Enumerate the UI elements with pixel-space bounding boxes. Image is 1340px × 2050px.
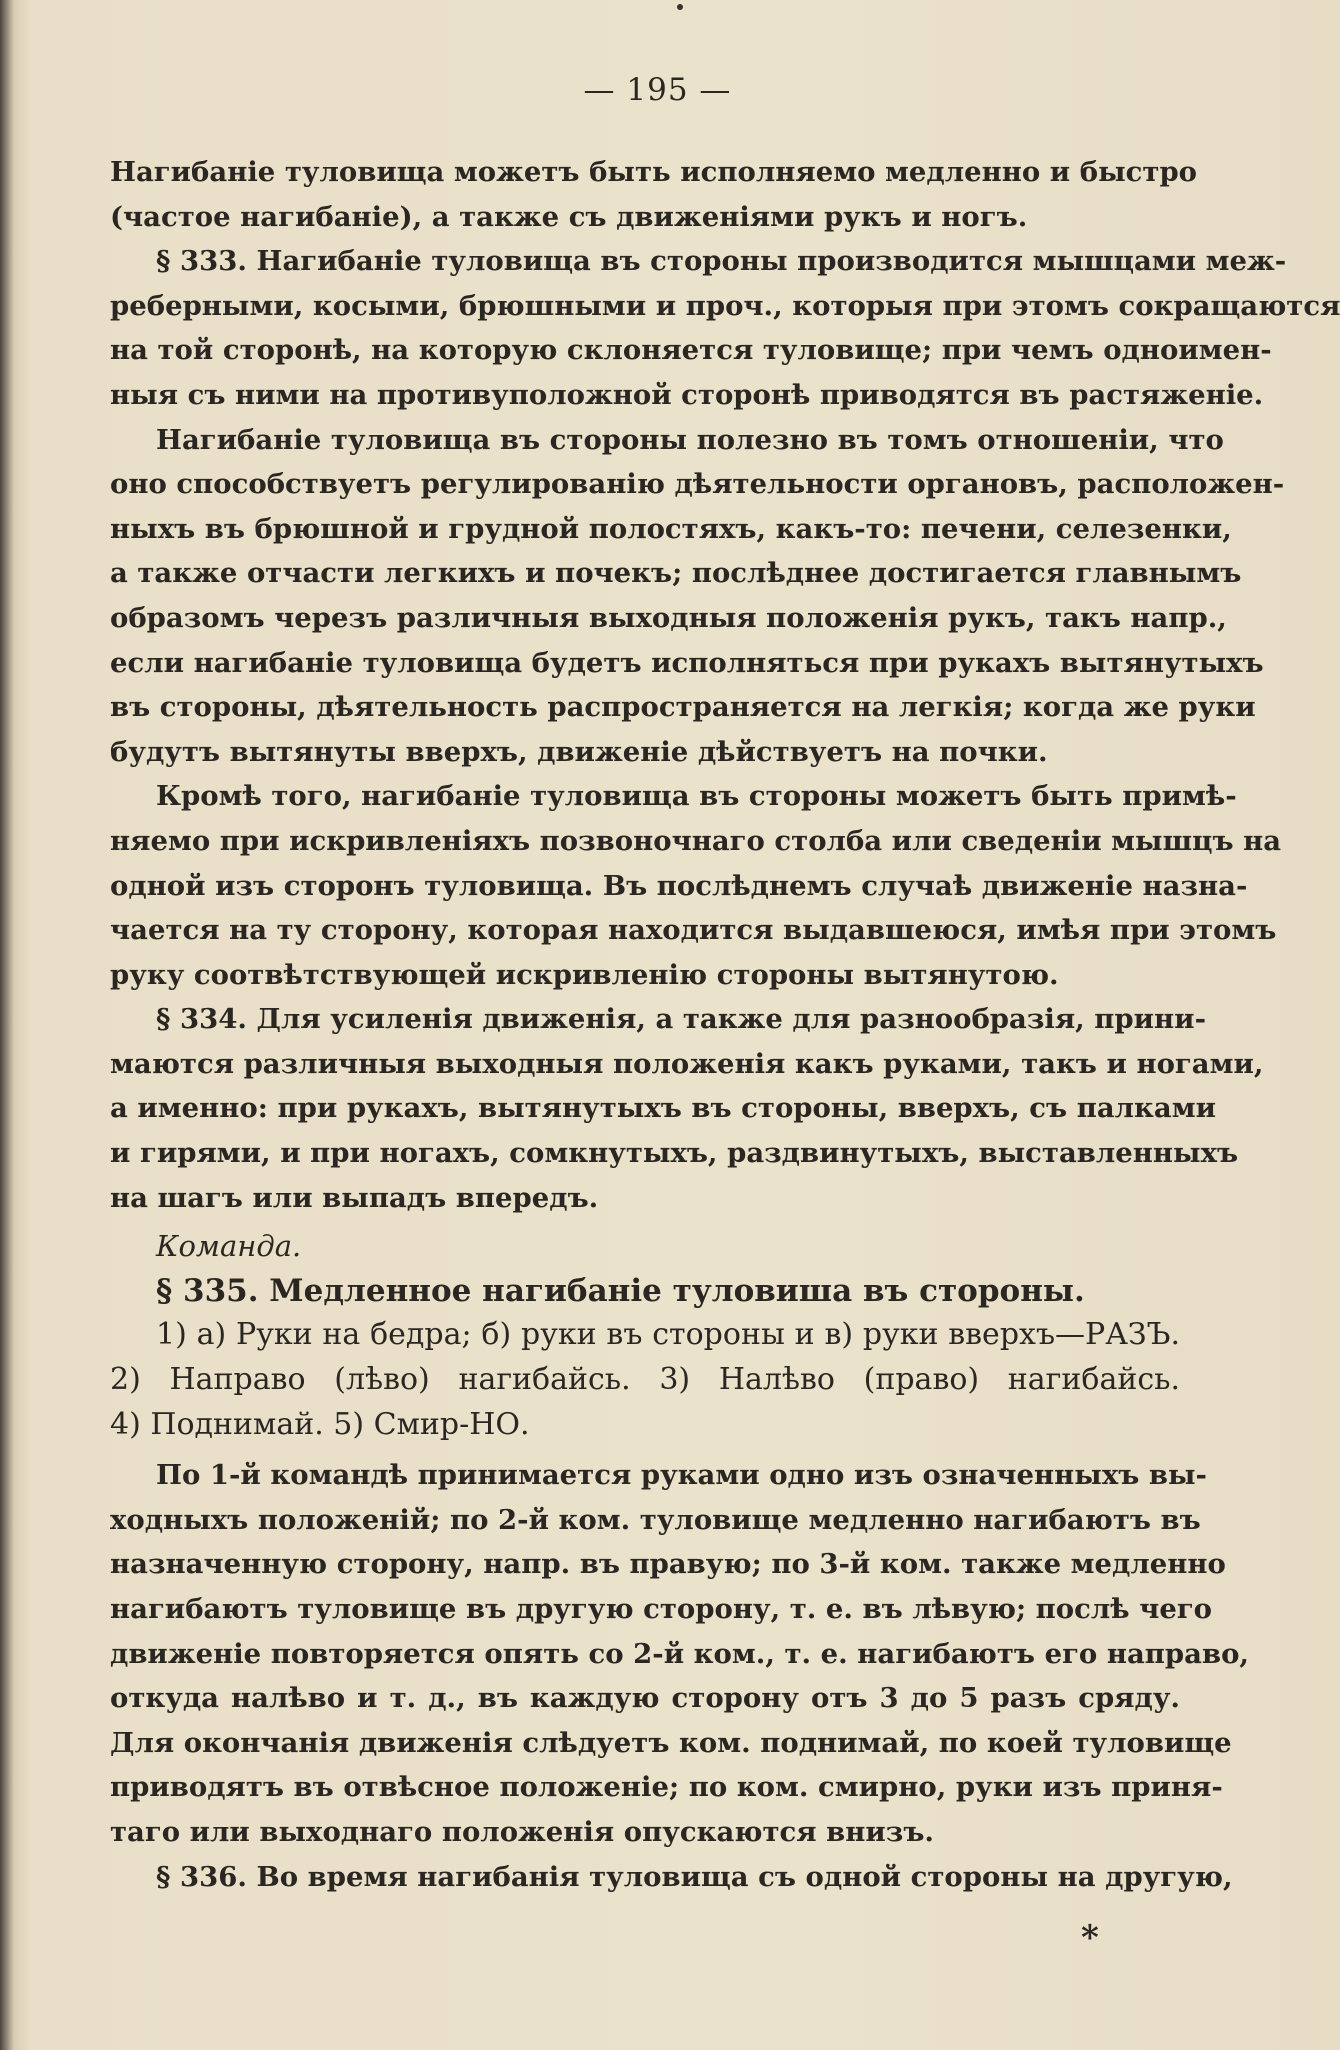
text-line: назначенную сторону, напр. въ правую; по 3-й ком. также медленно bbox=[110, 1548, 1226, 1581]
text-line: Нагибаніе туловища въ стороны полезно въ томъ отношеніи, что bbox=[156, 423, 1224, 456]
text-line: движеніе повторяется опять со 2-й ком., т. е. нагибаютъ его направо, bbox=[110, 1637, 1249, 1670]
page-number: — 195 — bbox=[583, 72, 732, 108]
section-title: § 335. Медленное нагибаніе туловиша въ стороны. bbox=[156, 1272, 1085, 1309]
text-line: чается на ту сторону, которая находится выдавшеюся, имѣя при этомъ bbox=[110, 914, 1277, 947]
text-line: если нагибаніе туловища будетъ исполняться при рукахъ вытянутыхъ bbox=[110, 646, 1264, 679]
text-line: на шагъ или выпадъ впередъ. bbox=[110, 1181, 599, 1214]
text-line: (частое нагибаніе), а также съ движеніями рукъ и ногъ. bbox=[110, 200, 1028, 233]
text-line: будутъ вытянуты вверхъ, движеніе дѣйствуетъ на почки. bbox=[110, 735, 1048, 768]
command-line-1: 1) а) Руки на бедра; б) руки въ стороны и в) руки вверхъ—РАЗЪ. bbox=[156, 1317, 1180, 1353]
text-line: приводятъ въ отвѣсное положеніе; по ком. смирно, руки изъ приня- bbox=[110, 1771, 1223, 1804]
paragraphs-block-1 bbox=[110, 150, 1340, 1220]
text-line: ныхъ въ брюшной и грудной полостяхъ, какъ-то: печени, селезенки, bbox=[110, 512, 1232, 545]
body-text bbox=[110, 150, 1340, 1899]
paragraphs-block-2 bbox=[110, 1453, 1249, 1899]
text-line: руку соотвѣтствующей искривленію стороны вытянутою. bbox=[110, 958, 1059, 991]
text-line: ходныхъ положеній; по 2-й ком. туловище медленно нагибаютъ въ bbox=[110, 1503, 1201, 1536]
text-line: § 336. Во время нагибанія туловища съ одной стороны на другую, bbox=[156, 1860, 1233, 1893]
text-line: а именно: при рукахъ, вытянутыхъ въ стороны, вверхъ, съ палками bbox=[110, 1092, 1217, 1125]
text-line: По 1-й командѣ принимается руками одно изъ означенныхъ вы- bbox=[156, 1459, 1207, 1492]
text-line: на той сторонѣ, на которую склоняется туловище; при чемъ одноимен- bbox=[110, 334, 1272, 367]
signature-mark: * bbox=[1081, 1918, 1099, 1958]
text-line: таго или выходнаго положенія опускаются внизъ. bbox=[110, 1815, 934, 1848]
text-line: § 334. Для усиленія движенія, а также для разнообразія, прини- bbox=[156, 1003, 1206, 1036]
text-line: образомъ черезъ различныя выходныя положенія рукъ, такъ напр., bbox=[110, 601, 1227, 634]
text-line: реберными, косыми, брюшными и проч., которыя при этомъ сокращаются bbox=[110, 289, 1340, 322]
text-line: Для окончанія движенія слѣдуетъ ком. поднимай, по коей туловище bbox=[110, 1726, 1232, 1759]
text-line: Нагибаніе туловища можетъ быть исполняемо медленно и быстро bbox=[110, 156, 1198, 188]
text-line: маются различныя выходныя положенія какъ руками, такъ и ногами, bbox=[110, 1047, 1264, 1080]
text-line: оно способствуетъ регулированію дѣятельности органовъ, расположен- bbox=[110, 468, 1285, 501]
command-heading: Команда. bbox=[156, 1229, 302, 1264]
text-line: ныя съ ними на противуположной сторонѣ приводятся въ растяженіе. bbox=[110, 378, 1264, 411]
ink-dot bbox=[677, 4, 683, 10]
command-line-3: 4) Поднимай. 5) Смир-НО. bbox=[110, 1406, 530, 1442]
text-line: няемо при искривленіяхъ позвоночнаго столба или сведеніи мышцъ на bbox=[110, 824, 1282, 857]
text-line: въ стороны, дѣятельность распространяется на легкія; когда же руки bbox=[110, 691, 1256, 724]
text-line: откуда налѣво и т. д., въ каждую сторону отъ 3 до 5 разъ сряду. bbox=[110, 1682, 1180, 1715]
text-line: а также отчасти легкихъ и почекъ; послѣднее достигается главнымъ bbox=[110, 557, 1242, 590]
text-line: Кромѣ того, нагибаніе туловища въ стороны можетъ быть примѣ- bbox=[156, 780, 1237, 813]
text-line: одной изъ сторонъ туловища. Въ послѣднемъ случаѣ движеніе назна- bbox=[110, 869, 1248, 902]
text-line: § 333. Нагибаніе туловища въ стороны производится мышцами меж- bbox=[156, 245, 1287, 278]
text-line: и гирями, и при ногахъ, сомкнутыхъ, раздвинутыхъ, выставленныхъ bbox=[110, 1137, 1239, 1170]
command-line-2: 2) Направо (лѣво) нагибайсь. 3) Налѣво (право) нагибайсь. bbox=[110, 1362, 1180, 1398]
text-line: нагибаютъ туловище въ другую сторону, т. е. въ лѣвую; послѣ чего bbox=[110, 1593, 1213, 1625]
